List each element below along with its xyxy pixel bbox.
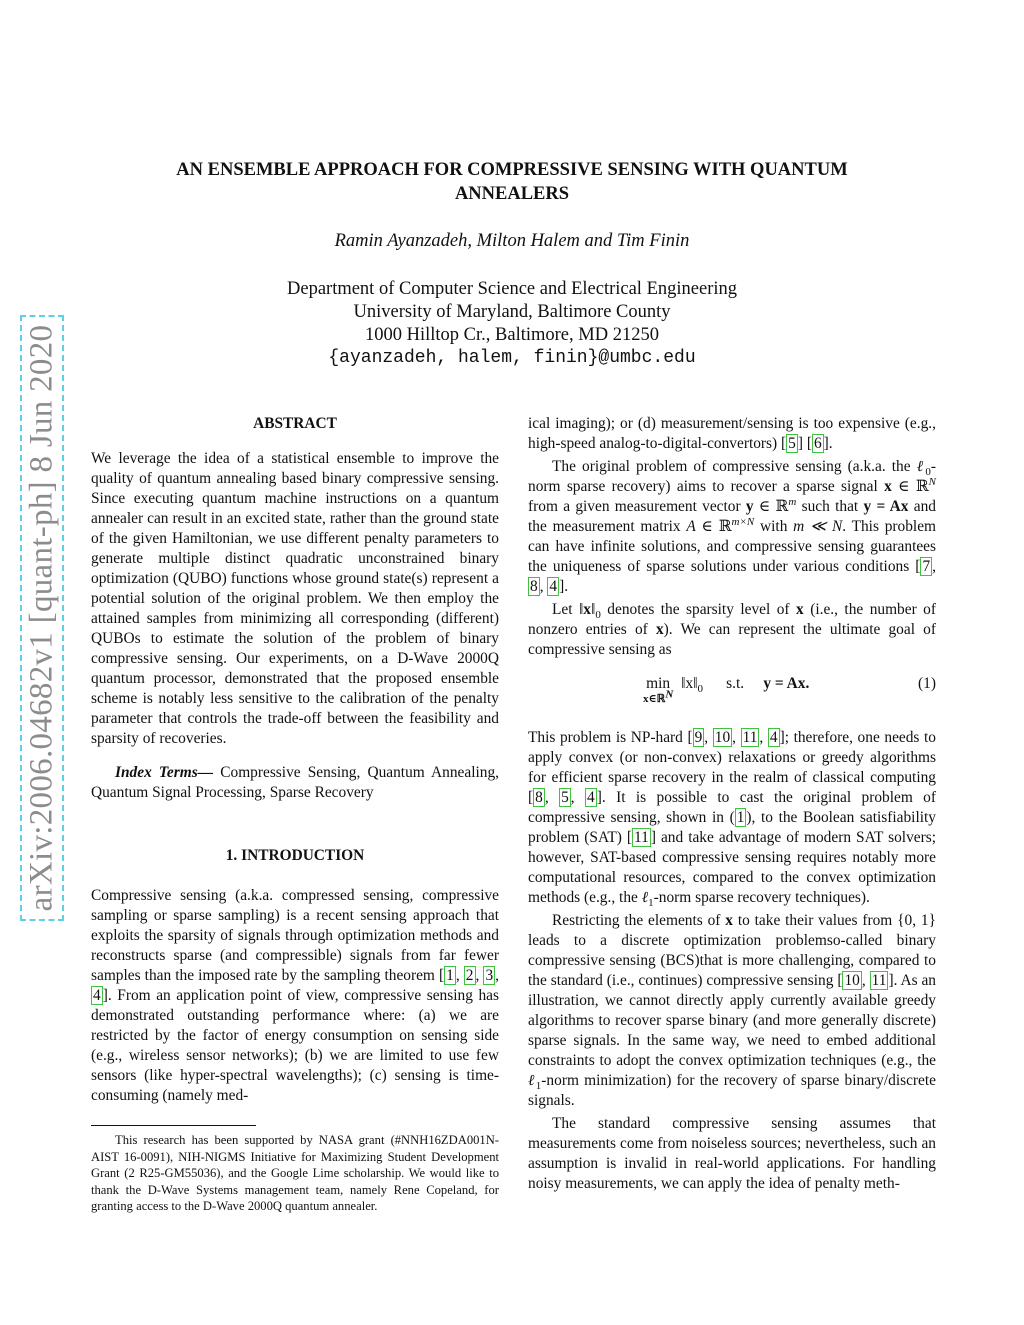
math: ∈ ℝ	[891, 478, 929, 495]
equation-constraint: y = Ax.	[763, 675, 810, 692]
math: ℓ	[916, 458, 926, 475]
affiliation	[120, 278, 904, 370]
citation-link[interactable]: 4	[549, 578, 558, 595]
footnote-divider	[91, 1125, 256, 1126]
math: x	[583, 601, 591, 618]
intro-text-a: Compressive sensing (a.k.a. compressed sensing, compressive sampling or sparse sampling) is a recent sensing approach that exploits the sparsity of signals through optimization methods and reconstructs sparse (and compressible) signals from far fewer samples than the imposed rate by the sampling theorem [	[91, 887, 499, 984]
citation-link[interactable]: 6	[813, 435, 822, 452]
text: . This problem can have infinite solutions, and compressive sensing guarantees the uniqueness of sparse solutions under various conditions [	[528, 518, 937, 575]
text: from a given measurement vector	[528, 498, 746, 515]
math: Let ‖	[552, 601, 584, 618]
index-terms	[91, 763, 499, 803]
citation-link[interactable]: 5	[788, 435, 796, 452]
text: with	[754, 518, 794, 535]
text: ]; therefore, one needs to apply convex (or non-convex) relaxations or greedy algorithms for efficient sparse recovery in the realm of classical computing [	[528, 729, 936, 806]
equation-1	[528, 666, 936, 720]
text: and the measurement matrix	[528, 498, 936, 535]
arxiv-id[interactable]: arXiv:2006.04682v1 [quant-ph] 8 Jun 2020	[23, 324, 60, 912]
equation-body	[643, 674, 809, 705]
department: Department of Computer Science and Electrical Engineering	[287, 279, 737, 299]
arxiv-stamp[interactable]	[20, 315, 64, 921]
equation-st: s.t.	[726, 675, 745, 692]
math: ℓ	[528, 1072, 536, 1089]
text: ] [	[797, 435, 812, 452]
citation-link[interactable]: 4	[93, 987, 101, 1004]
np-hard-paragraph: This problem is NP-hard [ 9 , 10 , 11 , 4 ]; therefore, one needs to apply convex (or non-convex) relaxations or greedy algorithms for efficient sparse recovery in the realm of classical computing [ 8 , 5 , 4 ]. It is possible to cast the original problem of compressive sensing, shown in ( 1 ), to the Boolean satisfiability problem (SAT) [ 11 ] and take advantage of modern SAT solvers; however, SAT-based compressive sensing requires notably more computational resources, compared to the convex optimization methods (e.g., the ℓ$_1$-norm sparse recovery techniques).	[528, 729, 937, 910]
equation-min	[643, 674, 673, 705]
math: 1	[648, 897, 654, 910]
abstract-heading: ABSTRACT	[253, 415, 337, 432]
citation-link[interactable]: 11	[742, 729, 758, 746]
text: -norm sparse recovery techniques).	[653, 889, 870, 906]
citation-link[interactable]: 2	[465, 967, 474, 984]
math: ‖	[591, 601, 596, 618]
citation-link[interactable]: 1	[446, 967, 454, 984]
right-column	[528, 414, 936, 1197]
math: ℓ	[641, 889, 649, 906]
equation-ref-link[interactable]: 1	[736, 809, 745, 826]
left-column	[91, 414, 499, 1109]
citation-link[interactable]: 5	[561, 789, 569, 806]
university: University of Maryland, Baltimore County	[353, 302, 671, 322]
text: ical imaging); or (d) measurement/sensing is too expensive (e.g., high-speed analog-to-digital-convertors) [	[528, 415, 936, 452]
citation-link[interactable]: 11	[871, 972, 887, 989]
math: x	[725, 912, 733, 929]
text: ]. It is possible to cast the original problem of compressive sensing, shown in (	[528, 789, 937, 826]
math: y = Ax	[863, 498, 909, 515]
text: ), to the Boolean satisfiability problem (SAT) [	[528, 809, 936, 846]
intro-continued	[528, 414, 936, 454]
problem-paragraph: The original problem of compressive sensing (a.k.a. the ℓ$_0$-norm sparse recovery) aims to recover a sparse signal x ∈ ℝ$^N$ from a given measurement vector y ∈ ℝ$^m$ such that y = Ax and the measurement matrix A ∈ ℝ$^{m\times N}$ with m ≪ N. This problem can have infinite solutions, and compressive sensing guarantees the uniqueness of sparse solutions under various conditions [ 7 , 8 , 4 ].	[528, 458, 937, 595]
math: y	[745, 498, 754, 515]
text: ]. As an illustration, we cannot directly apply currently available greedy algorithms to recover sparse binary (and more generally discrete) sparse signals. In the same way, we need to embed additional constraints to adopt the convex optimization techniques (e.g., the	[528, 972, 936, 1069]
bcs-paragraph: Restricting the elements of x to take their values from {0, 1} leads to a discrete optimization problemso-called binary compressive sensing (BCS)that is more challenging, compared to the standard (i.e., continues) compressive sensing [ 10 , 11 ]. As an illustration, we cannot directly apply currently available greedy algorithms to recover sparse binary (and more generally discrete) sparse signals. In the same way, we need to embed additional constraints to adopt the convex optimization techniques (e.g., the ℓ$_1$-norm minimization) for the recovery of sparse binary/discrete signals.	[528, 912, 936, 1109]
math: min	[646, 675, 671, 692]
text: to take their values from {0, 1} leads to a discrete optimization problemso-called binary compressive sensing (BCS)that is more challenging, compared to the standard (i.e., continues) compressive sensing [	[528, 912, 936, 989]
text: Restricting the elements of	[552, 912, 726, 929]
citation-link[interactable]: 7	[922, 558, 931, 575]
citation-link[interactable]: 8	[535, 789, 543, 806]
citation-link[interactable]: 11	[634, 829, 649, 846]
equation-norm	[681, 675, 704, 696]
text: (i.e., the number of nonzero entries of	[528, 601, 936, 638]
citation-link[interactable]: 8	[530, 578, 538, 595]
math: ‖x‖	[681, 675, 698, 692]
math: ∈ ℝ	[753, 498, 789, 515]
intro-paragraph: Compressive sensing (a.k.a. compressed sensing, compressive sampling or sparse sampling) is a recent sensing approach that exploits the sparsity of signals through optimization methods and reconstructs sparse (and compressible) signals from far fewer samples than the imposed rate by the sampling theorem [ 1 , 2 , 3 , 4 ]. From an application point of view, compressive sensing has demonstrated outstanding performance where: (a) we are restricted by the factor of energy consumption on sensing side (e.g., wireless sensor networks); (b) we are limited to use few sensors (like hyper-spectral wavelengths); (c) sensing is time-consuming (namely med-	[91, 887, 500, 1104]
math: m×N	[731, 515, 755, 528]
citation-link[interactable]: 3	[485, 967, 494, 984]
intro-text-b: ]. From an application point of view, compressive sensing has demonstrated outstanding performance where: (a) we are restricted by the factor of energy consumption on sensing side (e.g., wireless sensor networks); (b) we are limited to use few sensors (like hyper-spectral wavelengths); (c) sensing is time-consuming (namely med-	[91, 987, 499, 1104]
noise-paragraph: The standard compressive sensing assumes that measurements come from noiseless sources; nevertheless, such an assumption is invalid in real-world applications. For handling noisy measurements, we can apply the idea of penalty meth-	[528, 1115, 936, 1192]
citation-link[interactable]: 10	[714, 729, 731, 746]
math: m	[788, 495, 797, 508]
footnote: This research has been supported by NASA grant (#NNH16ZDA001N-AIST 16-0091), NIH-NIGMS Initiative for Maximizing Student Development Grant (2 R25-GM55036), and the Google Lime scholarship. We would like to thank the D-Wave Systems management team, namely Rene Copeland, for granting access to the D-Wave 2000Q quantum annealer.	[91, 1133, 499, 1213]
text: such that	[796, 498, 864, 515]
citation-link[interactable]: 10	[844, 972, 860, 989]
math: x	[884, 478, 892, 495]
introduction-heading: 1. INTRODUCTION	[225, 847, 365, 864]
math: N	[928, 475, 936, 488]
text: denotes the sparsity level of	[600, 601, 797, 618]
equation-subscript	[643, 688, 674, 705]
math: 1	[535, 1080, 542, 1093]
math: 0	[925, 466, 931, 479]
index-terms-label: Index Terms—	[115, 764, 214, 781]
text: -norm minimization) for the recovery of sparse binary/discrete signals.	[528, 1072, 936, 1109]
text: The original problem of compressive sensing (a.k.a. the	[552, 458, 917, 475]
authors: Ramin Ayanzadeh, Milton Halem and Tim Finin	[334, 231, 690, 251]
text: -norm sparse recovery) aims to recover a sparse signal	[528, 458, 936, 495]
math: ∈ ℝ	[695, 518, 732, 535]
math: x	[655, 621, 664, 638]
text: ] and take advantage of modern SAT solvers; however, SAT-based compressive sensing requires notably more computational resources, compared to the convex optimization methods (e.g., the	[528, 829, 936, 906]
citation-link[interactable]: 4	[587, 789, 595, 806]
address: 1000 Hilltop Cr., Baltimore, MD 21250	[365, 325, 659, 345]
sparsity-paragraph	[528, 600, 936, 660]
math: 0	[697, 683, 704, 696]
abstract-text: We leverage the idea of a statistical ensemble to improve the quality of quantum annealing based binary compressive sensing. Since executing quantum machine instructions on a quantum annealer can result in an excited state, rather than the ground state of the given Hamiltonian, we use different penalty parameters to generate multiple distinct quadratic unconstrained binary optimization (QUBO) functions whose ground state(s) represent a potential solution of the original problem. We then employ the attained samples from minimizing all corresponding (different) QUBOs to estimate the solution of the problem of binary compressive sensing. Our experiments, on a D-Wave 2000Q quantum processor, demonstrated that the proposed ensemble scheme is notably less sensitive to the calibration of the penalty parameter that controls the trade-off between the feasibility and sparsity of recoveries.	[91, 450, 499, 747]
citation-link[interactable]: 9	[694, 729, 703, 746]
text: ). We can represent the ultimate goal of compressive sensing as	[528, 621, 936, 658]
text: This problem is NP-hard [	[528, 729, 693, 746]
math: x	[796, 601, 804, 618]
math: A	[686, 518, 696, 535]
math: m ≪ N	[793, 518, 843, 535]
text: ].	[823, 435, 833, 452]
paper-title: AN ENSEMBLE APPROACH FOR COMPRESSIVE SENSING WITH QUANTUM ANNEALERS	[176, 160, 848, 204]
citation-link[interactable]: 4	[769, 729, 778, 746]
equation-number: (1)	[918, 675, 936, 692]
email: {ayanzadeh, halem, finin}@umbc.edu	[328, 348, 696, 368]
math: N	[665, 688, 674, 701]
text: ].	[559, 578, 569, 595]
math: 0	[595, 609, 601, 622]
math: x∈ℝ	[643, 693, 666, 705]
index-terms-text: Compressive Sensing, Quantum Annealing, Quantum Signal Processing, Sparse Recovery	[91, 764, 500, 801]
